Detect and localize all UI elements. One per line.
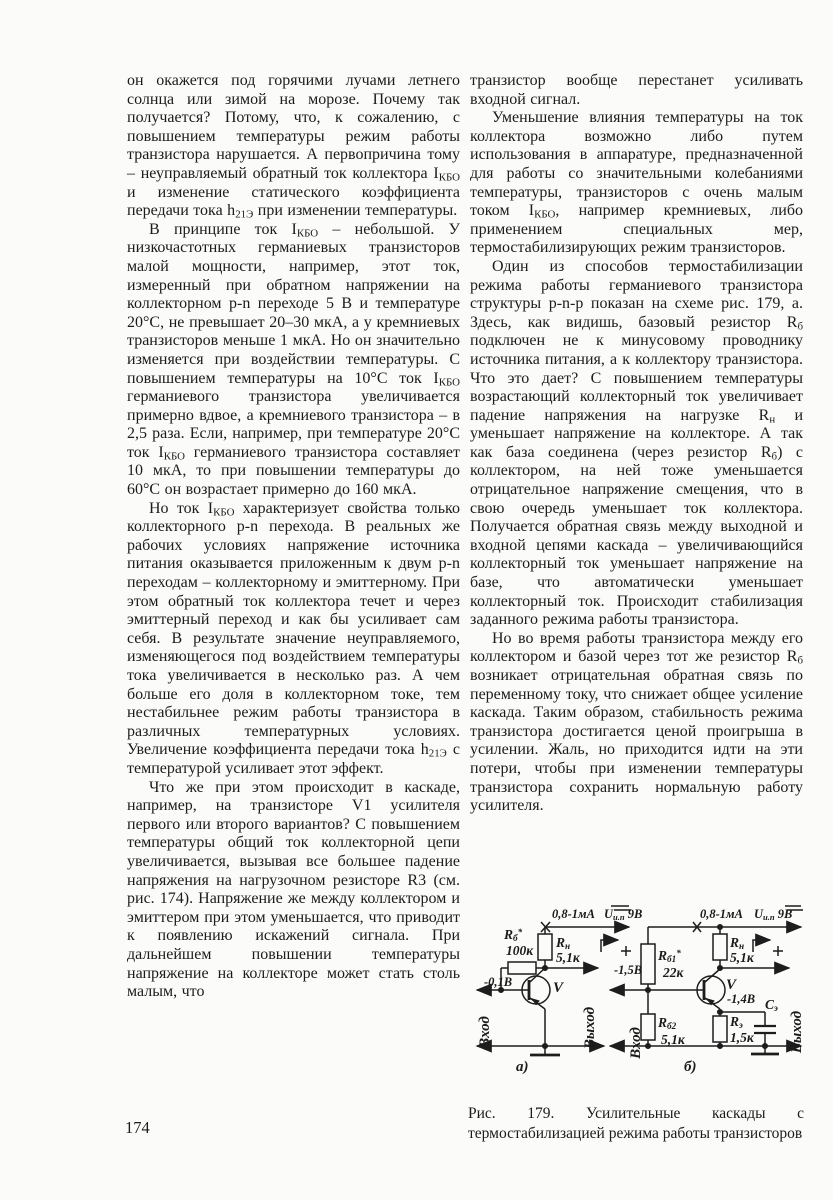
- emitter-resistor-label-b: $R_э$: [730, 1014, 743, 1031]
- base-resistor-label-a: $R_б^*$: [504, 926, 523, 944]
- load-resistor-label-a: $R_н$: [556, 935, 571, 952]
- base-resistor-value-a: 100к: [506, 943, 534, 958]
- supply-voltage-label-a: $U_{и.п}$ 9В: [604, 907, 643, 922]
- emitter-resistor-value-b: 1,5к: [730, 1030, 754, 1045]
- current-label-a: 0,8-1мА: [552, 907, 595, 921]
- paragraph: Но во время работы транзистора между его коллектором и базой через тот же резистор $R_б$ возникает отрицательная обратная связь по переменному току, что снижает общее усиление каскада. Таким образом, стабильность режима транзистора достигается ценой проигрыша в усилении. Жаль, но приходится идти на эти потери, чтобы при изменении температуры транзистора сохранить нормальную работу усилителя.: [470, 629, 803, 815]
- emitter-capacitor-label-b: $С_э$: [765, 997, 778, 1014]
- input-label-a: Вход: [477, 1016, 493, 1048]
- load-resistor-value-b: 5,1к: [730, 950, 754, 965]
- page-number: 174: [125, 1118, 150, 1137]
- left-column: [127, 72, 460, 1002]
- transistor-label-a: V: [553, 980, 564, 996]
- output-label-a: Выход: [582, 1006, 598, 1050]
- paragraph: Что же при этом происходит в каскаде, например, на транзисторе V1 усилителя первого или второго вариантов? С повышением температуры общий ток коллекторной цепи увеличивается, вызывая все большее падение напряжения на нагрузочном резисторе R3 (см. рис. 174). Напряжение же между коллектором и эмиттером при этом уменьшается, что приводит к появлению искажений сигнала. При дальнейшем повышении температуры напряжение на коллекторе может стать столь малым, что: [127, 778, 460, 1001]
- right-column: [470, 72, 803, 816]
- base-resistor1-label-b: $R_{б1}^*$: [658, 947, 681, 965]
- panel-label-a: а): [516, 1059, 529, 1075]
- supply-voltage-label-b: $U_{и.п}$ 9В: [754, 907, 793, 922]
- paragraph: транзистор вообще перестанет усиливать входной сигнал.: [470, 72, 803, 108]
- resistor-symbol: [641, 944, 655, 984]
- base-voltage-label-b: -1,5В: [614, 963, 643, 977]
- paragraph: Уменьшение влияния температуры на ток коллектора возможно либо путем использования в аппаратуре, предназначенной для работы со значительными колебаниями температуры, транзисторов с очень малым током $I_{КБО}$, например кремниевых, либо применением специальных мер, термостабилизирующих режим транзисторов.: [470, 109, 803, 257]
- power-switch-symbol: [601, 940, 631, 956]
- load-resistor-label-b: $R_н$: [730, 935, 745, 952]
- paragraph: Один из способов термостабилизации режима работы германиевого транзистора структуры p-n-p показан на схеме рис. 179, а. Здесь, как видишь, базовый резистор $R_б$ подключен не к минусовому проводнику источника питания, а к коллектору транзистора. Что это дает? С повышением температуры возрастающий коллекторный ток увеличивает падение напряжения на нагрузке $R_н$ и уменьшает напряжение на коллекторе. А так как база соединена (через резистор $R_б$) с коллектором, на ней тоже уменьшается отрицательное напряжение смещения, что в свою очередь уменьшает ток коллектора. Получается обратная связь между выходной и входной цепями каскада – увеличивающийся коллекторный ток уменьшает напряжение на базе, что автоматически уменьшает коллекторный ток. Происходит стабилизация заданного режима работы транзистора.: [470, 257, 804, 629]
- output-label-b: Выход: [789, 1010, 805, 1054]
- resistor-symbol: [713, 1016, 727, 1042]
- base-resistor1-value-b: 22к: [663, 965, 684, 980]
- base-resistor2-value-b: 5,1к: [661, 1032, 685, 1047]
- emitter-voltage-label-b: -1,4В: [727, 992, 756, 1006]
- ground-symbol: [530, 1046, 560, 1055]
- transistor-label-b: V: [726, 977, 737, 993]
- paragraph: В принципе ток $I_{КБО}$ – небольшой. У низкочастотных германиевых транзисторов малой мощности, например, этот ток, измеренный при обратном напряжении на коллекторном p-n переходе 5 В и температуре 20°С, не превышает 20–30 мкА, а у кремниевых транзисторов меньше 1 мкА. Но он значительно изменяется при воздействии температуры. С повышением температуры на 10°С ток $I_{КБО}$ германиевого транзистора увеличивается примерно вдвое, а кремниевого транзистора – в 2,5 раза. Если, например, при температуре 20°С ток $I_{КБО}$ германиевого транзистора составляет 10 мкА, то при повышении температуры до 60°С он возрастает примерно до 160 мкА.: [127, 220, 460, 499]
- power-switch-symbol: [753, 940, 783, 956]
- resistor-symbol: [713, 934, 727, 960]
- base-resistor2-label-b: $R_{б2}$: [658, 1015, 677, 1032]
- base-voltage-label-a: -0,1В: [484, 975, 513, 989]
- ground-symbol: [751, 1046, 779, 1054]
- figure-caption: Рис. 179. Усилительные каскады с термостабилизацией режима работы транзисторов: [468, 1105, 804, 1142]
- load-resistor-value-a: 5,1к: [556, 950, 580, 965]
- panel-label-b: б): [684, 1059, 697, 1075]
- current-label-b: 0,8-1мА: [700, 907, 743, 921]
- paragraph: он окажется под горячими лучами летнего солнца или зимой на морозе. Почему так получается? Потому, что, к сожалению, с повышением температуры режим работы транзистора нарушается. А первопричина тому – неуправляемый обратный ток коллектора $I_{КБО}$ и изменение статического коэффициента передачи тока $h_{21Э}$ при изменении температуры.: [127, 72, 460, 221]
- figure-179: [468, 902, 828, 1104]
- resistor-symbol: [508, 962, 536, 974]
- paragraph: Но ток $I_{КБО}$ характеризует свойства только коллекторного p-n перехода. В реальных же рабочих условиях напряжение источника питания оказывается приложенным к двум p-n переходам – коллекторному и эмиттерному. При этом обратный ток коллектора течет и через эмиттерный переход и как бы усиливает сам себя. В результате значение неуправляемого, изменяющегося под воздействием температуры тока увеличивается в несколько раз. А чем больше его доля в коллекторном токе, тем нестабильнее режим работы транзистора в различных температурных условиях. Увеличение коэффициента передачи тока $h_{21Э}$ с температурой усиливает этот эффект.: [127, 499, 461, 777]
- input-label-b: Вход: [628, 1027, 644, 1059]
- resistor-symbol: [538, 934, 552, 960]
